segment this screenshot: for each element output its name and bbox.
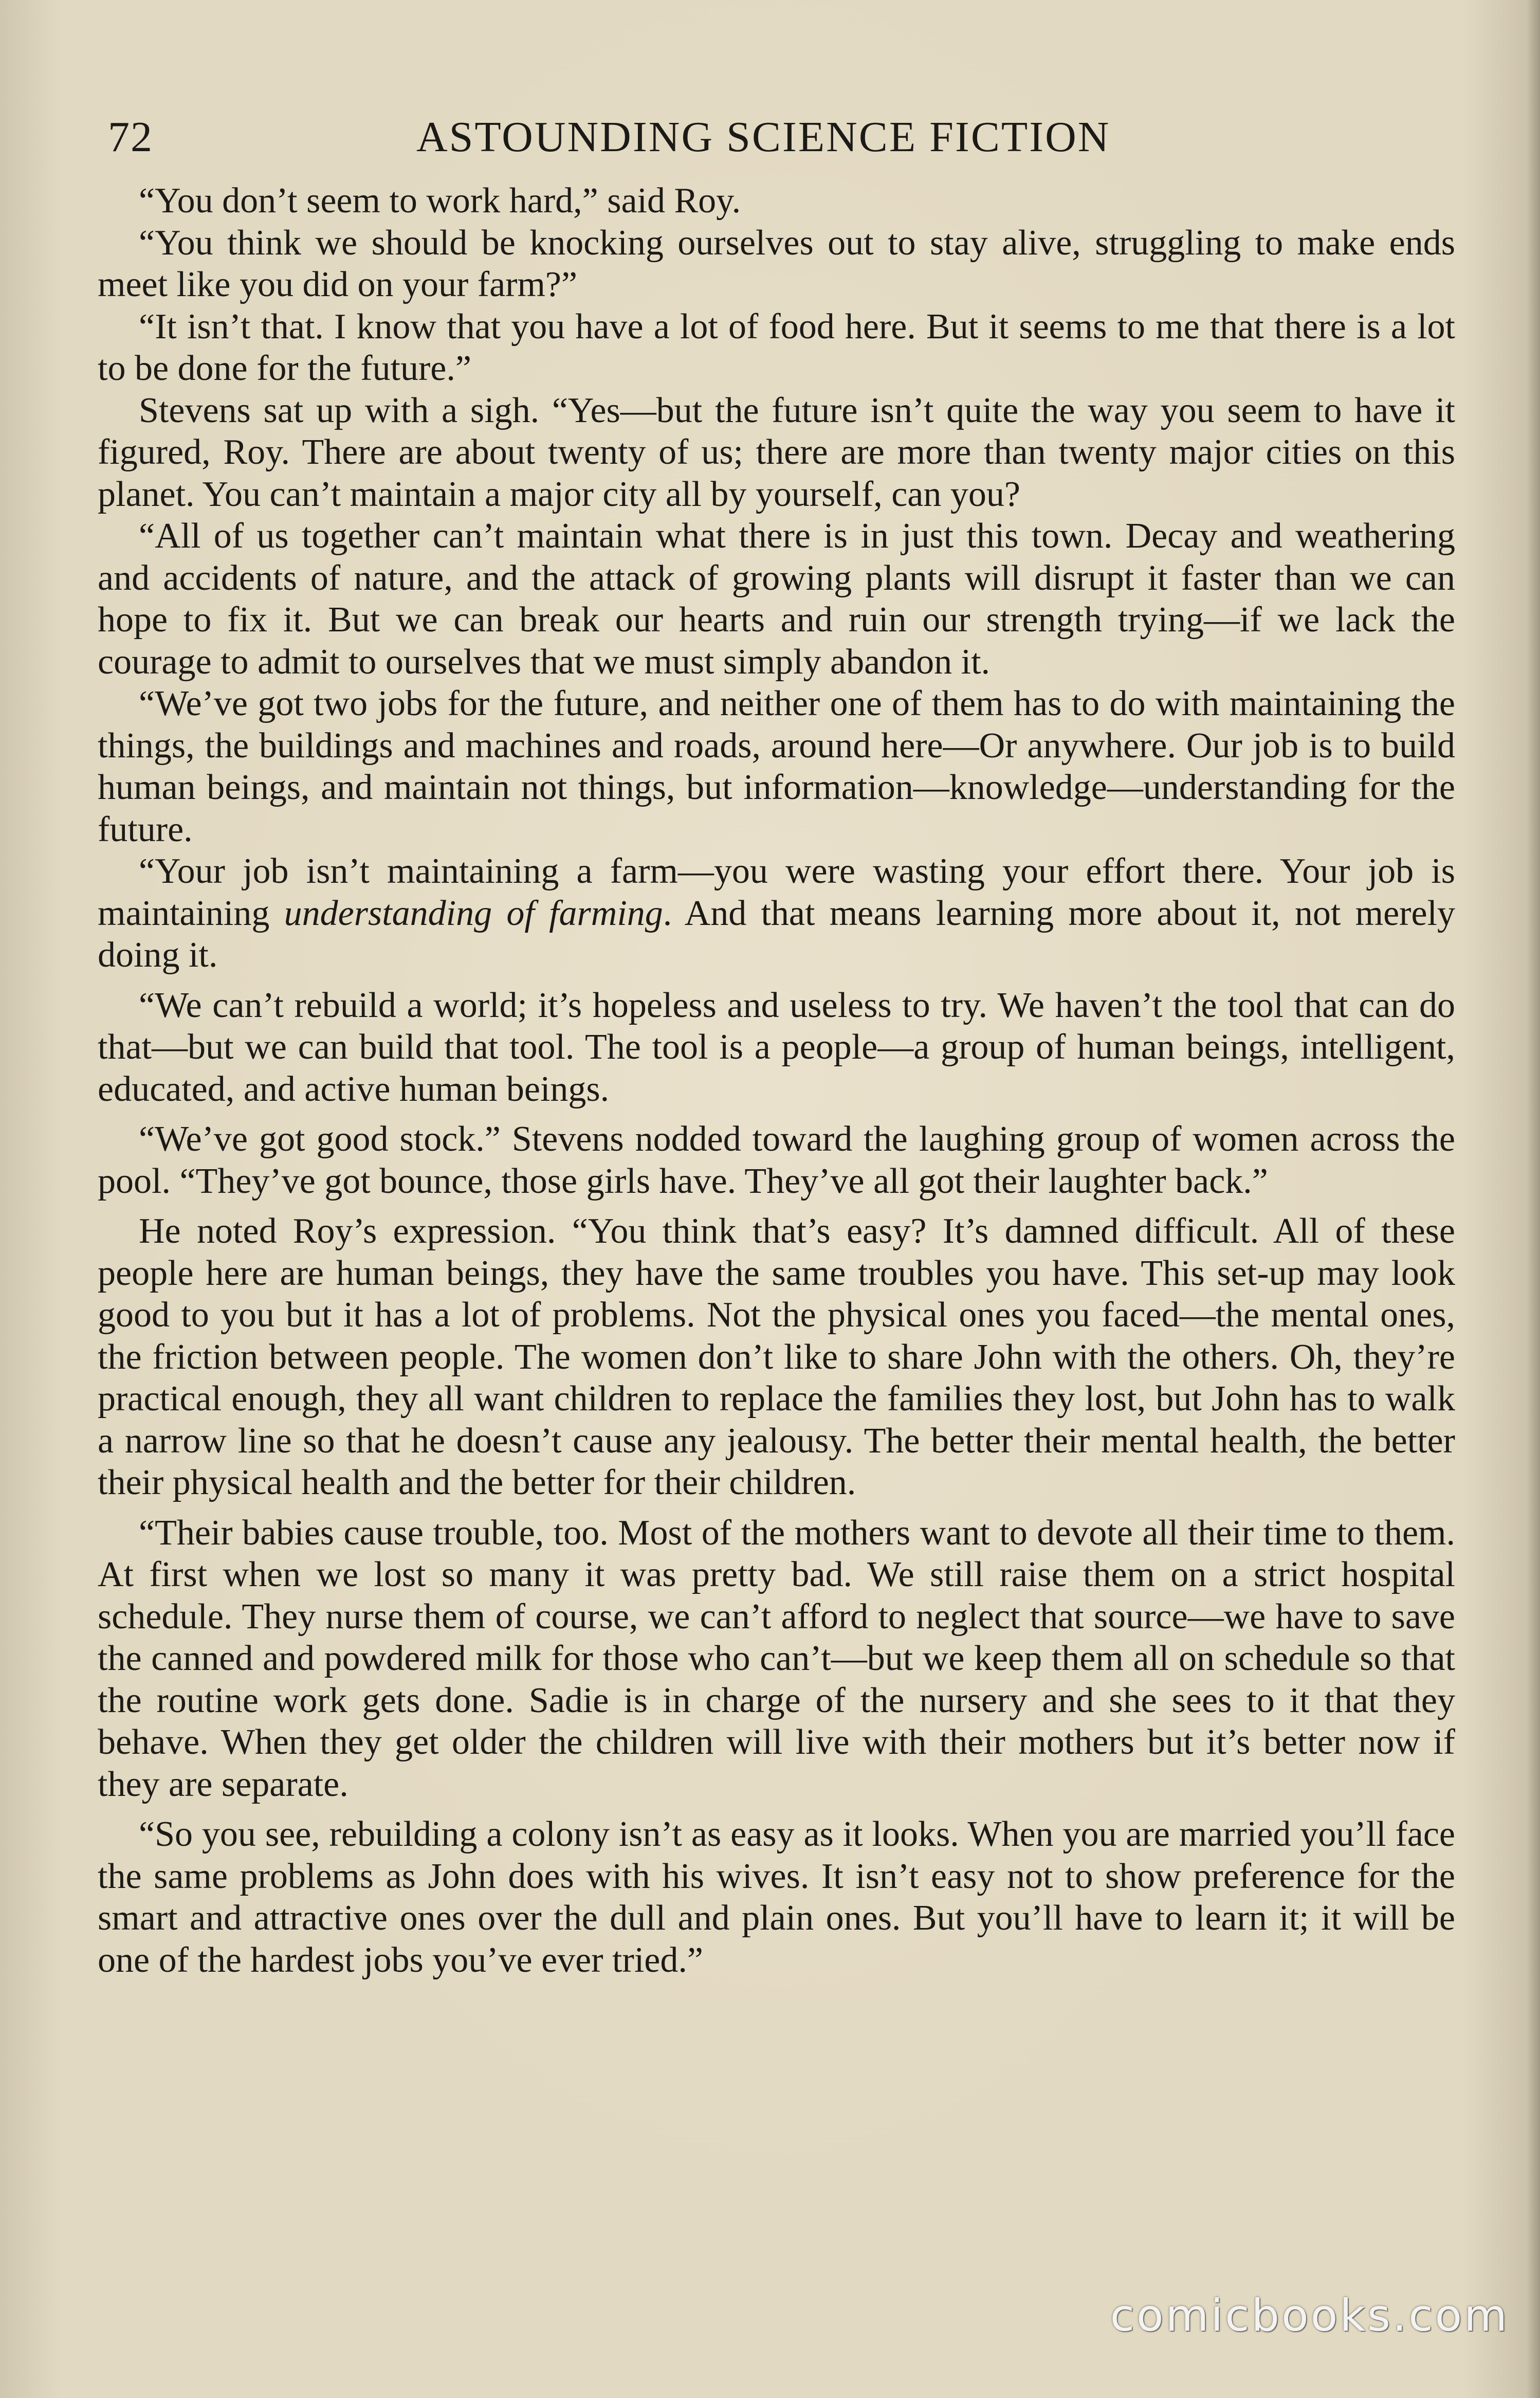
paragraph: “We’ve got good stock.” Stevens nodded toward the laughing group of women across the pool. “They’ve got bounce, those girls have. They’ve all got their laughter back.” xyxy=(98,1119,1455,1201)
paragraph: “So you see, rebuilding a colony isn’t as easy as it looks. When you are married you’ll face the same problems as John does with his wives. It isn’t easy not to show preference for the smart and attractive ones over the dull and plain ones. But you’ll have to learn it; it will be one of the hardest jobs you’ve ever tried.” xyxy=(98,1814,1455,1980)
paragraph: “You don’t seem to work hard,” said Roy. xyxy=(139,181,741,221)
paragraph: “It isn’t that. I know that you have a lot of food here. But it seems to me that there is a lot to be done for the future.” xyxy=(98,306,1455,388)
page-number: 72 xyxy=(108,113,153,161)
paragraph: Stevens sat up with a sigh. “Yes—but the future isn’t quite the way you seem to have it figured, Roy. There are about twenty of us; there are more than twenty major cities on this planet. You can’t maintain a major city all by yourself, can you? xyxy=(98,390,1455,514)
paragraph: “All of us together can’t maintain what there is in just this town. Decay and weathering and accidents of nature, and the attack of growing plants will disrupt it faster than we can hope to fix it. But we can break our hearts and ruin our strength trying—if we lack the courage to admit to ourselves that we must simply abandon it. xyxy=(98,516,1455,682)
paragraph: “You think we should be knocking ourselves out to stay alive, struggling to make ends meet like you did on your farm?” xyxy=(98,223,1455,304)
paragraph xyxy=(98,850,1455,976)
running-title: ASTOUNDING SCIENCE FICTION xyxy=(416,113,1111,161)
paragraph-text: “Your job isn’t maintaining a farm—you were wasting your effort there. Your job is maintaining xyxy=(98,851,1455,933)
paragraph: “We’ve got two jobs for the future, and neither one of them has to do with maintaining the things, the buildings and machines and roads, around here—Or anywhere. Our job is to build human beings, and maintain not things, but information—knowledge—understanding for the future. xyxy=(98,684,1455,849)
paragraph-text: . And that means learning more about it, not merely doing it. xyxy=(98,893,1455,975)
paragraph: He noted Roy’s expression. “You think that’s easy? It’s damned difficult. All of these people here are human beings, they have the same troubles you have. This set-up may look good to you but it has a lot of problems. Not the physical ones you faced—the mental ones, the friction between people. The women don’t like to share John with the others. Oh, they’re practical enough, they all want children to replace the families they lost, but John has to walk a narrow line so that he doesn’t cause any jealousy. The better their mental health, the better their physical health and the better for their children. xyxy=(98,1211,1455,1502)
paragraph: “Their babies cause trouble, too. Most of the mothers want to devote all their time to them. At first when we lost so many it was pretty bad. We still raise them on a strict hospital schedule. They nurse them of course, we can’t afford to neglect that source—we have to save the canned and powdered milk for those who can’t—but we keep them all on schedule so that the routine work gets done. Sadie is in charge of the nursery and she sees to it that they behave. When they get older the children will live with their mothers but it’s better now if they are separate. xyxy=(98,1513,1455,1804)
body-text xyxy=(98,180,1455,1981)
running-head xyxy=(108,109,1455,166)
italic-phrase: understanding of farming xyxy=(284,893,663,933)
paragraph: “We can’t rebuild a world; it’s hopeless and useless to try. We haven’t the tool that can do that—but we can build that tool. The tool is a people—a group of human beings, intelligent, educated, and active human beings. xyxy=(98,985,1455,1109)
watermark: comicbooks.com xyxy=(1110,2290,1509,2341)
